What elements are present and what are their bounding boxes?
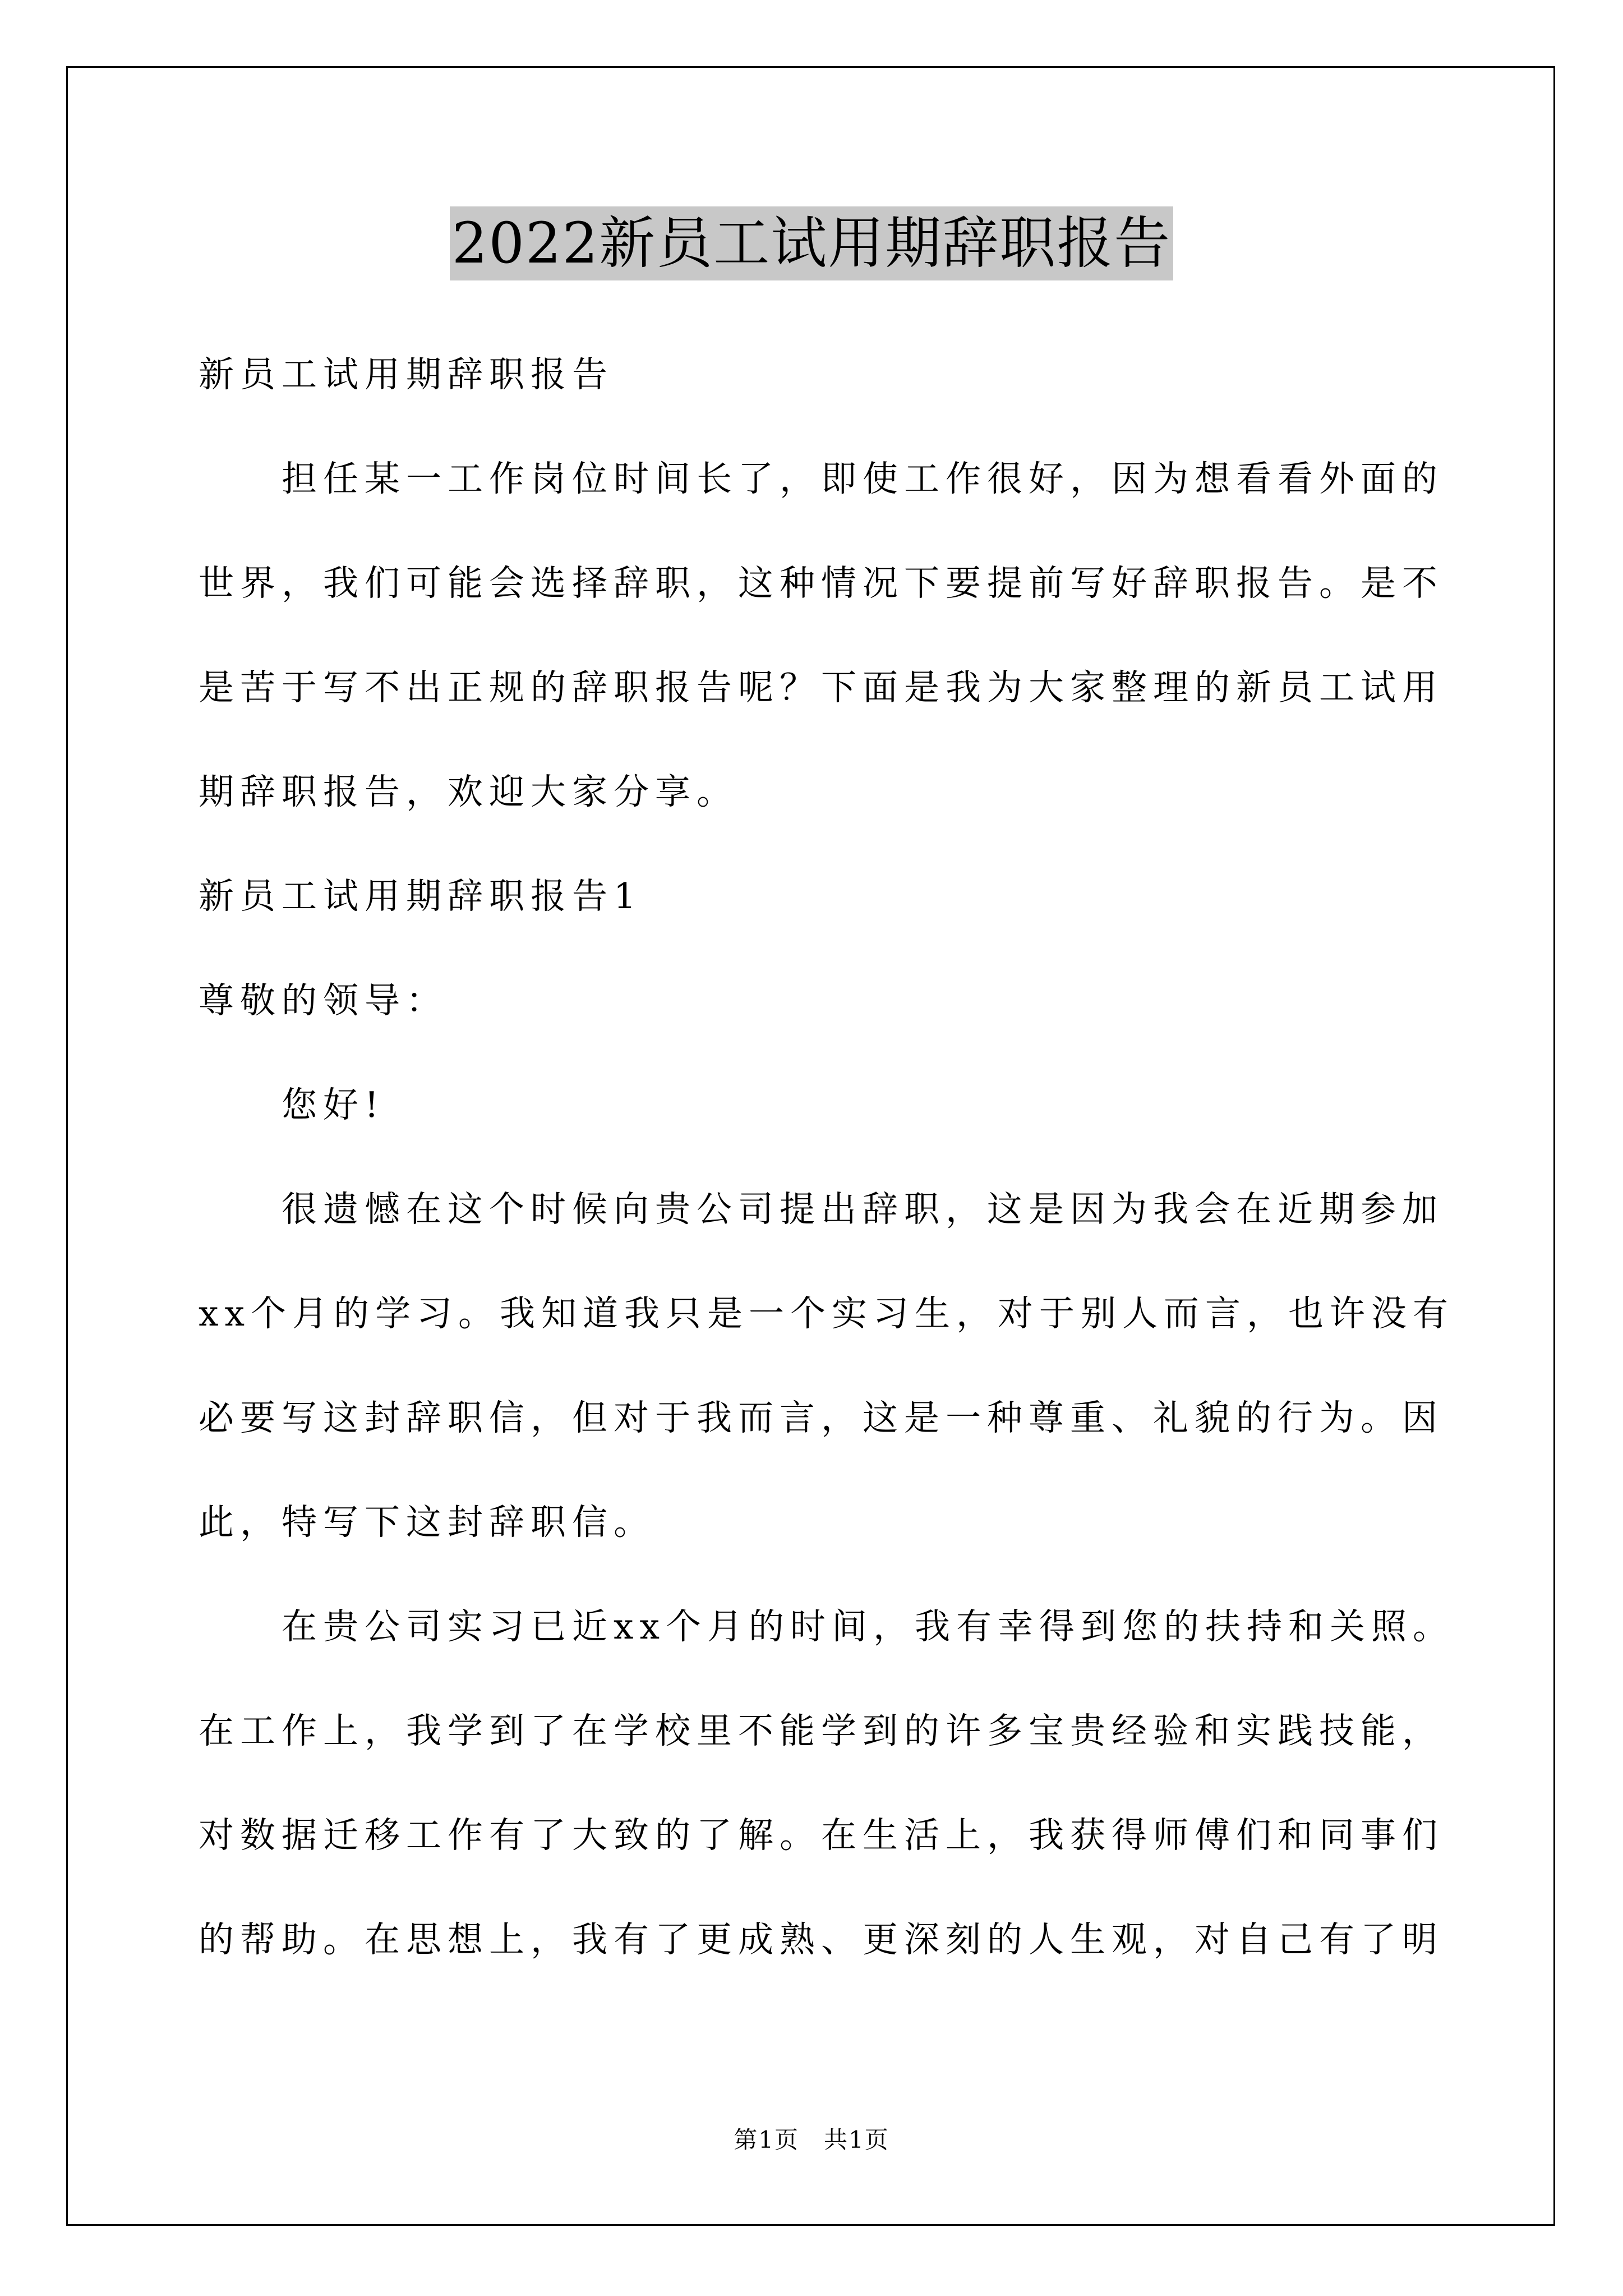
body-line: 期辞职报告，欢迎大家分享。 xyxy=(199,771,738,812)
page-footer: 第1页 共1页 xyxy=(734,2126,889,2154)
body-line: 世界，我们可能会选择辞职，这种情况下要提前写好辞职报告。是不 xyxy=(199,563,1444,604)
body-line: 您好! xyxy=(282,1084,385,1125)
body-line: 担任某一工作岗位时间长了，即使工作很好，因为想看看外面的 xyxy=(282,458,1444,499)
body-line: 新员工试用期辞职报告1 xyxy=(199,876,643,917)
body-line: 在工作上，我学到了在学校里不能学到的许多宝贵经验和实践技能， xyxy=(199,1710,1444,1751)
body-line: 很遗憾在这个时候向贵公司提出辞职，这是因为我会在近期参加 xyxy=(282,1189,1444,1230)
body-line: 新员工试用期辞职报告 xyxy=(199,354,614,395)
title-container xyxy=(0,206,1623,280)
body-line: 此，特写下这封辞职信。 xyxy=(199,1502,655,1543)
body-line: xx个月的学习。我知道我只是一个实习生，对于别人而言，也许没有 xyxy=(199,1293,1455,1334)
body-line: 的帮助。在思想上，我有了更成熟、更深刻的人生观，对自己有了明 xyxy=(199,1919,1444,1960)
body-line: 是苦于写不出正规的辞职报告呢？下面是我为大家整理的新员工试用 xyxy=(199,667,1444,708)
document-body xyxy=(199,323,1488,1992)
body-line: 尊敬的领导： xyxy=(199,980,448,1021)
body-line: 在贵公司实习已近xx个月的时间，我有幸得到您的扶持和关照。 xyxy=(282,1606,1455,1647)
document-title: 2022新员工试用期辞职报告 xyxy=(450,206,1174,280)
body-line: 必要写这封辞职信，但对于我而言，这是一种尊重、礼貌的行为。因 xyxy=(199,1397,1444,1438)
body-line: 对数据迁移工作有了大致的了解。在生活上，我获得师傅们和同事们 xyxy=(199,1815,1444,1856)
